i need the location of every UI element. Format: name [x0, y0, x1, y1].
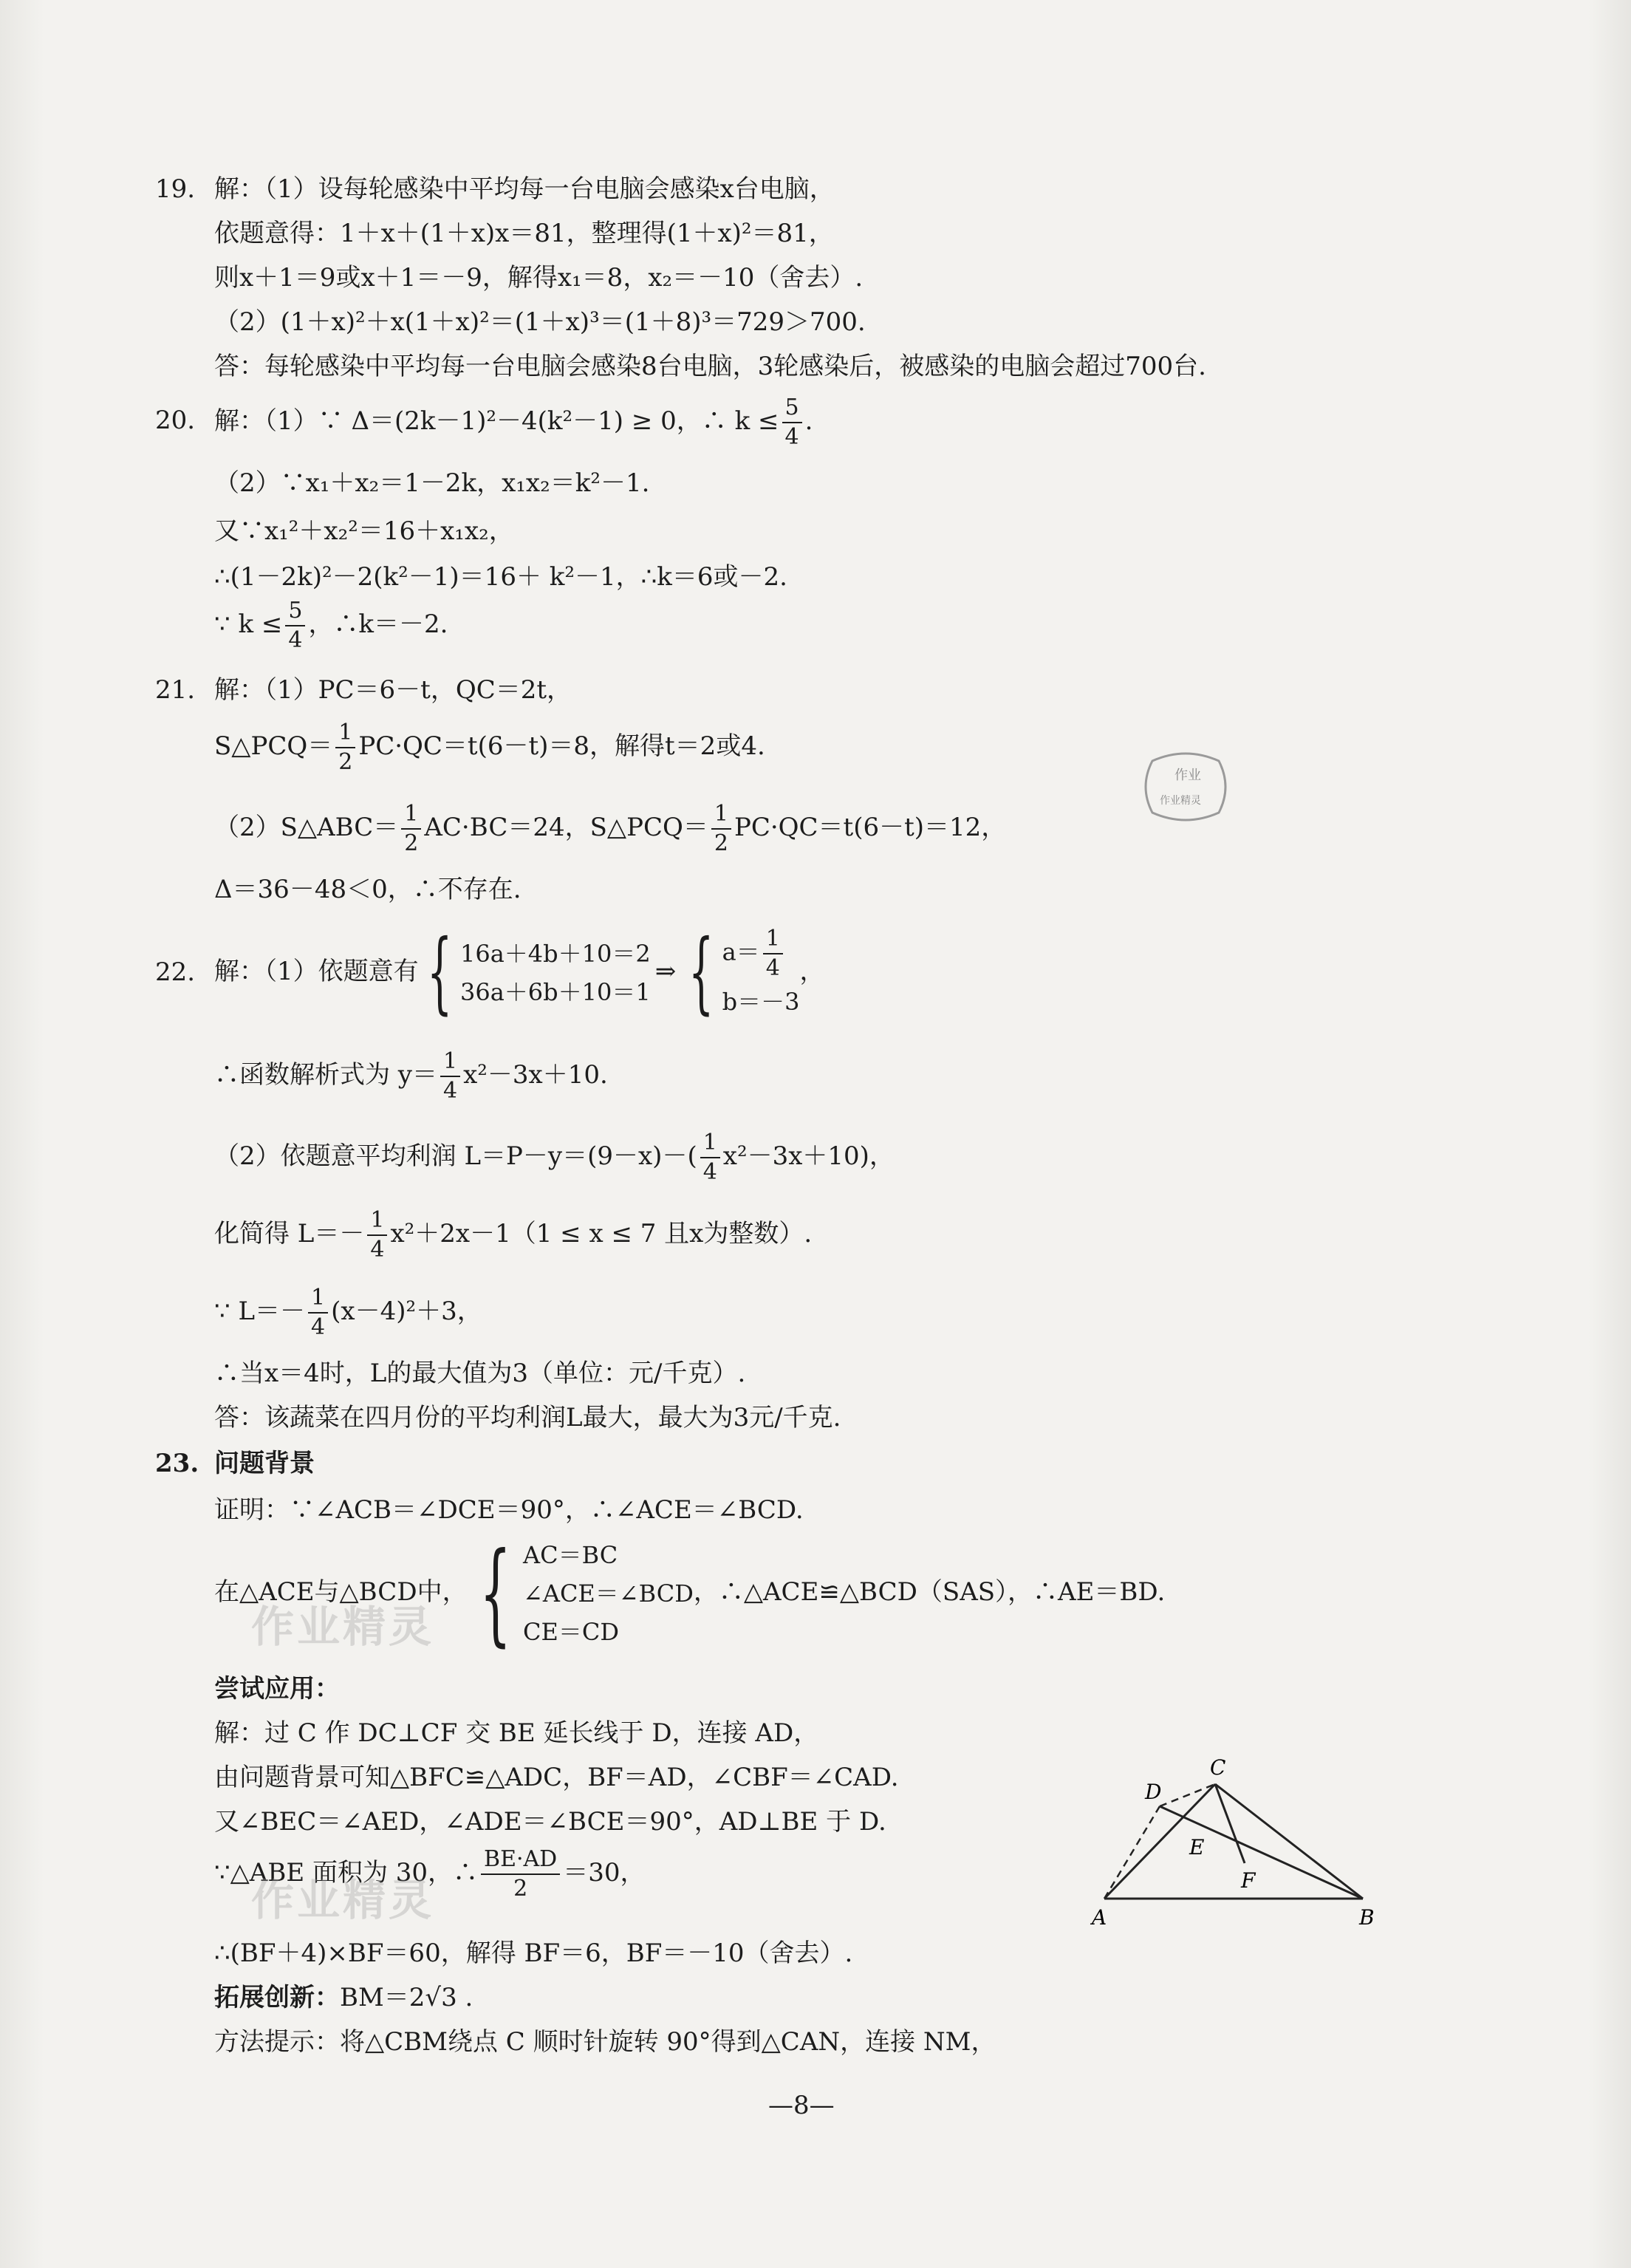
svg-text:C: C	[1210, 1755, 1226, 1780]
q23-line7: ∴(BF＋4)×BF＝60，解得 BF＝6，BF＝－10（舍去）.	[214, 1939, 853, 1968]
q23-heading-try: 尝试应用：	[214, 1674, 340, 1704]
q22-line5: ∵ L＝－ $\frac{1}{4}$ (x－4)²＋3，	[214, 1285, 482, 1340]
q21-line2: S△PCQ＝ $\frac{1}{2}$ PC·QC＝t(6－t)＝8，解得t＝2或4.	[214, 720, 765, 775]
q23-line8: 拓展创新：BM＝2√3 .	[214, 1983, 473, 2012]
q19-line2: 依题意得：1＋x＋(1＋x)x＝81，整理得(1＋x)²＝81，	[214, 219, 834, 248]
q20-number: 20.	[155, 406, 196, 435]
fraction: $\frac{1}{4}$	[700, 1129, 720, 1186]
q22-line3: （2）依题意平均利润 L＝P－y＝(9－x)－( $\frac{1}{4}$ x²－3x＋10)，	[214, 1130, 895, 1185]
q23-line1: 证明：∵∠ACB＝∠DCE＝90°，∴∠ACE＝∠BCD.	[214, 1495, 804, 1525]
q19-line4: （2）(1＋x)²＋x(1＋x)²＝(1＋x)³＝(1＋8)³＝729＞700.	[214, 307, 866, 337]
watermark: 作业精灵	[251, 1875, 435, 1925]
svg-text:B: B	[1359, 1905, 1375, 1930]
q22-number: 22.	[155, 957, 196, 987]
svg-text:A: A	[1092, 1905, 1107, 1930]
q22-line4: 化简得 L＝－ $\frac{1}{4}$ x²＋2x－1（1 ≤ x ≤ 7 且x为整数）.	[214, 1207, 813, 1263]
q20-line2: （2）∵x₁＋x₂＝1－2k，x₁x₂＝k²－1.	[214, 468, 650, 498]
q21-line4: Δ＝36－48＜0，∴不存在.	[214, 875, 522, 904]
fraction: $\frac{1}{2}$	[711, 800, 731, 858]
q23-line6: ∵△ABE 面积为 30，∴ $\frac{BE\cdot AD}{2}$ ＝30，	[214, 1846, 646, 1902]
equation-system: 16a＋4b＋10＝2 36a＋6b＋10＝1	[460, 940, 651, 1006]
watermark: 作业精灵	[251, 1602, 435, 1652]
svg-text:作业: 作业	[1174, 768, 1201, 783]
q23-line2: 在△ACE与△BCD中， { AC＝BC ∠ACE＝∠BCD CE＝CD ，∴△ACE≌△BCD（SAS），∴AE＝BD.	[214, 1529, 1166, 1658]
fraction: $\frac{1}{4}$	[367, 1206, 387, 1264]
q23-line4: 由问题背景可知△BFC≌△ADC，BF＝AD，∠CBF＝∠CAD.	[214, 1763, 899, 1792]
svg-text:作业精灵: 作业精灵	[1160, 795, 1201, 807]
q20-line5: ∵ k ≤ $\frac{5}{4}$ ，∴k＝－2.	[214, 598, 448, 653]
q21-line1: 解：（1）PC＝6－t，QC＝2t，	[214, 675, 572, 705]
fraction: $\frac{1}{4}$	[763, 925, 783, 983]
q23-heading-background: 问题背景	[214, 1449, 315, 1478]
q19-line3: 则x＋1＝9或x＋1＝－9，解得x₁＝8，x₂＝－10（舍去）.	[214, 263, 864, 293]
q20-line1: 解：（1）∵ Δ＝(2k－1)²－4(k²－1) ≥ 0，∴ k ≤ $\frac{5}{4}$ .	[214, 394, 813, 450]
fraction: $\frac{1}{2}$	[335, 719, 355, 776]
fraction: $\frac{BE\cdot AD}{2}$	[481, 1845, 560, 1903]
q22-line2: ∴函数解析式为 y＝ $\frac{1}{4}$ x²－3x＋10.	[214, 1048, 608, 1104]
fraction: $\frac{5}{4}$	[285, 597, 305, 655]
q22-line1: 解：（1）依题意有{ 16a＋4b＋10＝2 36a＋6b＋10＝1 ⇒ { a＝ $\frac{1}{4}$ b＝－3 ，	[214, 921, 825, 1024]
q23-number: 23.	[155, 1449, 199, 1478]
svg-text:F: F	[1241, 1868, 1256, 1893]
fraction: $\frac{1}{2}$	[401, 800, 421, 858]
q19-number: 19.	[155, 174, 196, 204]
solution-system: a＝ $\frac{1}{4}$ b＝－3	[722, 926, 800, 1016]
q22-line6: ∴当x＝4时，L的最大值为3（单位：元/千克）.	[214, 1359, 746, 1388]
q20-line4: ∴(1－2k)²－2(k²－1)＝16＋ k²－1，∴k＝6或－2.	[214, 562, 787, 592]
q23-line3: 解：过 C 作 DC⊥CF 交 BE 延长线于 D，连接 AD，	[214, 1718, 819, 1748]
svg-text:E: E	[1189, 1835, 1205, 1859]
q19-line5: 答：每轮感染中平均每一台电脑会感染8台电脑，3轮感染后，被感染的电脑会超过700台.	[214, 352, 1206, 381]
fraction: $\frac{5}{4}$	[782, 394, 802, 451]
congruence-conditions: AC＝BC ∠ACE＝∠BCD CE＝CD	[523, 1541, 694, 1646]
q20-line3: 又∵x₁²＋x₂²＝16＋x₁x₂，	[214, 516, 514, 546]
page-number: —8—	[768, 2091, 835, 2120]
q23-line5: 又∠BEC＝∠AED，∠ADE＝∠BCE＝90°，AD⊥BE 于 D.	[214, 1807, 886, 1837]
svg-text:D: D	[1145, 1780, 1162, 1804]
q23-line9: 方法提示：将△CBM绕点 C 顺时针旋转 90°得到△CAN，连接 NM，	[214, 2027, 996, 2057]
q22-line7: 答：该蔬菜在四月份的平均利润L最大，最大为3元/千克.	[214, 1403, 841, 1432]
stamp-logo	[1138, 746, 1234, 827]
stamp-icon	[1138, 746, 1234, 827]
q21-number: 21.	[155, 675, 196, 705]
fraction: $\frac{1}{4}$	[308, 1284, 328, 1342]
geometry-figure	[1071, 1743, 1381, 1936]
fraction: $\frac{1}{4}$	[440, 1048, 460, 1105]
q21-line3: （2）S△ABC＝ $\frac{1}{2}$ AC·BC＝24，S△PCQ＝ $\frac{1}{2}$ PC·QC＝t(6－t)＝12，	[214, 801, 1007, 856]
q19-line1: 解：（1）设每轮感染中平均每一台电脑会感染x台电脑，	[214, 174, 835, 204]
